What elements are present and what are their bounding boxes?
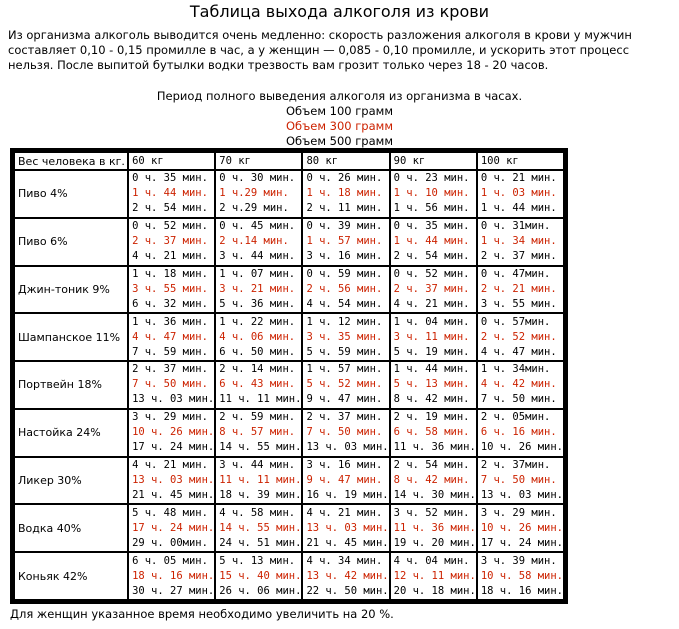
volume-500-label: Объем 500 грамм (285, 134, 394, 148)
table-header-row (15, 153, 563, 169)
time-500g: 2 ч. 54 мин. (393, 250, 470, 263)
time-cell (216, 267, 301, 313)
drink-label: Водка 40% (15, 505, 127, 551)
time-300g: 11 ч. 36 мин. (393, 521, 476, 534)
time-500g: 7 ч. 59 мин. (132, 345, 208, 358)
time-100g: 4 ч. 04 мин. (393, 554, 470, 567)
time-cell (129, 553, 214, 599)
time-500g: 4 ч. 21 мин. (132, 250, 208, 263)
time-cell (129, 458, 214, 504)
time-500g: 18 ч. 39 мин. (219, 488, 302, 501)
time-500g: 7 ч. 50 мин. (480, 393, 557, 406)
table-row (15, 171, 563, 217)
time-500g: 4 ч. 47 мин. (480, 345, 557, 358)
time-300g: 17 ч. 24 мин. (132, 521, 215, 534)
time-cell (216, 219, 301, 265)
time-300g: 8 ч. 57 мин. (219, 426, 296, 439)
time-100g: 5 ч. 48 мин. (132, 506, 208, 519)
time-100g: 4 ч. 58 мин. (219, 506, 296, 519)
time-500g: 8 ч. 42 мин. (393, 393, 470, 406)
time-500g: 3 ч. 44 мин. (219, 250, 296, 263)
time-300g: 4 ч. 42 мин. (480, 378, 557, 391)
time-300g: 1 ч. 03 мин. (480, 187, 557, 200)
time-cell (216, 553, 301, 599)
time-500g: 6 ч. 32 мин. (132, 297, 208, 310)
volume-100-label: Объем 100 грамм (285, 104, 394, 118)
time-100g: 0 ч. 39 мин. (306, 220, 383, 233)
time-300g: 9 ч. 47 мин. (306, 473, 383, 486)
weight-header-60: 60 кг (129, 153, 214, 169)
weight-header-label: Вес человека в кг. (15, 153, 127, 169)
intro-paragraph: Из организма алкоголь выводится очень медленно: скорость разложения алкоголя в крови у мужчин составляет 0,10 - 0,15 промилле в час, а у женщин — 0,085 - 0,10 промилле, и ускорить этот процесс нельзя. После выпитой бутылки водки трезвость вам грозит только через 18 - 20 часов. (8, 28, 632, 72)
time-500g: 26 ч. 06 мин. (219, 584, 302, 597)
time-300g: 18 ч. 16 мин. (132, 569, 215, 582)
time-cell (303, 410, 388, 456)
time-500g: 21 ч. 45 мин. (132, 488, 215, 501)
time-500g: 9 ч. 47 мин. (306, 393, 383, 406)
time-300g: 3 ч. 35 мин. (306, 330, 383, 343)
time-100g: 2 ч. 54 мин. (393, 458, 470, 471)
time-300g: 3 ч. 21 мин. (219, 282, 296, 295)
time-500g: 16 ч. 19 мин. (306, 488, 389, 501)
table-row (15, 410, 563, 456)
time-100g: 2 ч. 19 мин. (393, 411, 470, 424)
time-500g: 14 ч. 55 мин. (219, 441, 302, 454)
time-300g: 1 ч. 18 мин. (306, 187, 383, 200)
time-500g: 14 ч. 30 мин. (393, 488, 476, 501)
drink-label: Портвейн 18% (15, 362, 127, 408)
drink-label: Джин-тоник 9% (15, 267, 127, 313)
time-100g: 3 ч. 39 мин. (480, 554, 557, 567)
time-100g: 3 ч. 44 мин. (219, 458, 296, 471)
time-500g: 5 ч. 36 мин. (219, 297, 296, 310)
alcohol-table-frame (10, 148, 568, 604)
time-cell (129, 362, 214, 408)
time-500g: 2 ч. 54 мин. (132, 202, 208, 215)
time-100g: 1 ч. 44 мин. (393, 363, 470, 376)
time-300g: 1 ч.29 мин. (219, 187, 289, 200)
table-row (15, 267, 563, 313)
table-row (15, 362, 563, 408)
time-cell (216, 505, 301, 551)
time-100g: 4 ч. 21 мин. (306, 506, 383, 519)
drink-label: Настойка 24% (15, 410, 127, 456)
time-cell (303, 362, 388, 408)
time-500g: 13 ч. 03 мин. (132, 393, 215, 406)
time-300g: 10 ч. 26 мин. (480, 521, 563, 534)
time-100g: 3 ч. 52 мин. (393, 506, 470, 519)
volume-300-label: Объем 300 грамм (285, 119, 394, 133)
drink-label: Коньяк 42% (15, 553, 127, 599)
time-300g: 13 ч. 42 мин. (306, 569, 389, 582)
time-100g: 0 ч. 26 мин. (306, 172, 383, 185)
time-cell (391, 410, 476, 456)
drink-label: Пиво 4% (15, 171, 127, 217)
time-500g: 17 ч. 24 мин. (480, 536, 563, 549)
time-100g: 0 ч. 45 мин. (219, 220, 296, 233)
time-300g: 2 ч. 52 мин. (480, 330, 557, 343)
time-500g: 13 ч. 03 мин. (306, 441, 389, 454)
weight-header-80: 80 кг (303, 153, 388, 169)
time-500g: 29 ч. 00мин. (132, 536, 208, 549)
time-300g: 3 ч. 55 мин. (132, 282, 208, 295)
time-cell (391, 553, 476, 599)
time-100g: 0 ч. 52 мин. (132, 220, 208, 233)
time-300g: 7 ч. 50 мин. (132, 378, 208, 391)
time-500g: 10 ч. 26 мин. (480, 441, 563, 454)
time-300g: 14 ч. 55 мин. (219, 521, 302, 534)
time-500g: 4 ч. 21 мин. (393, 297, 470, 310)
time-300g: 7 ч. 50 мин. (306, 426, 383, 439)
time-300g: 1 ч. 57 мин. (306, 235, 383, 248)
time-cell (391, 362, 476, 408)
time-300g: 2 ч. 37 мин. (393, 282, 470, 295)
time-300g: 13 ч. 03 мин. (306, 521, 389, 534)
time-cell (216, 458, 301, 504)
time-300g: 6 ч. 58 мин. (393, 426, 470, 439)
time-500g: 24 ч. 51 мин. (219, 536, 302, 549)
time-500g: 4 ч. 54 мин. (306, 297, 383, 310)
time-500g: 6 ч. 50 мин. (219, 345, 296, 358)
time-100g: 3 ч. 29 мин. (480, 506, 557, 519)
drink-label: Шампанское 11% (15, 314, 127, 360)
weight-header-90: 90 кг (391, 153, 476, 169)
time-500g: 17 ч. 24 мин. (132, 441, 215, 454)
time-500g: 11 ч. 11 мин. (219, 393, 302, 406)
time-500g: 3 ч. 55 мин. (480, 297, 557, 310)
time-100g: 2 ч. 37 мин. (306, 411, 383, 424)
time-cell (478, 219, 563, 265)
time-100g: 2 ч. 59 мин. (219, 411, 296, 424)
time-100g: 2 ч. 37 мин. (132, 363, 208, 376)
table-caption: Период полного выведения алкоголя из организма в часах. (156, 89, 523, 103)
time-300g: 2 ч. 56 мин. (306, 282, 383, 295)
time-cell (129, 314, 214, 360)
time-300g: 12 ч. 11 мин. (393, 569, 476, 582)
time-cell (129, 171, 214, 217)
time-100g: 0 ч. 23 мин. (393, 172, 470, 185)
time-cell (303, 267, 388, 313)
time-cell (216, 362, 301, 408)
table-row (15, 314, 563, 360)
time-cell (391, 267, 476, 313)
time-500g: 2 ч. 37 мин. (480, 250, 557, 263)
time-100g: 1 ч. 04 мин. (393, 315, 470, 328)
time-100g: 5 ч. 13 мин. (219, 554, 296, 567)
time-500g: 20 ч. 18 мин. (393, 584, 476, 597)
time-cell (478, 171, 563, 217)
time-300g: 1 ч. 10 мин. (393, 187, 470, 200)
time-500g: 1 ч. 44 мин. (480, 202, 557, 215)
time-300g: 11 ч. 11 мин. (219, 473, 302, 486)
time-cell (391, 314, 476, 360)
time-100g: 2 ч. 05мин. (480, 411, 551, 424)
time-500g: 19 ч. 20 мин. (393, 536, 476, 549)
time-cell (391, 505, 476, 551)
time-500g: 18 ч. 16 мин. (480, 584, 563, 597)
time-cell (478, 553, 563, 599)
drink-label: Ликер 30% (15, 458, 127, 504)
time-100g: 0 ч. 31мин. (480, 220, 551, 233)
time-300g: 8 ч. 42 мин. (393, 473, 470, 486)
time-cell (391, 219, 476, 265)
table-row (15, 458, 563, 504)
time-100g: 3 ч. 29 мин. (132, 411, 208, 424)
time-500g: 11 ч. 36 мин. (393, 441, 476, 454)
time-100g: 4 ч. 34 мин. (306, 554, 383, 567)
time-300g: 10 ч. 58 мин. (480, 569, 563, 582)
time-100g: 4 ч. 21 мин. (132, 458, 208, 471)
time-300g: 13 ч. 03 мин. (132, 473, 215, 486)
time-300g: 3 ч. 11 мин. (393, 330, 470, 343)
time-cell (216, 171, 301, 217)
time-500g: 1 ч. 56 мин. (393, 202, 470, 215)
time-500g: 3 ч. 16 мин. (306, 250, 383, 263)
time-cell (216, 314, 301, 360)
time-cell (478, 267, 563, 313)
time-100g: 0 ч. 35 мин. (132, 172, 208, 185)
time-300g: 5 ч. 52 мин. (306, 378, 383, 391)
time-500g: 2 ч. 11 мин. (306, 202, 383, 215)
time-cell (303, 553, 388, 599)
time-100g: 0 ч. 57мин. (480, 315, 551, 328)
page-title: Таблица выхода алкоголя из крови (189, 2, 490, 21)
time-cell (216, 410, 301, 456)
time-cell (303, 458, 388, 504)
time-300g: 4 ч. 06 мин. (219, 330, 296, 343)
time-100g: 2 ч. 14 мин. (219, 363, 296, 376)
time-300g: 6 ч. 16 мин. (480, 426, 557, 439)
time-100g: 6 ч. 05 мин. (132, 554, 208, 567)
time-cell (303, 314, 388, 360)
time-300g: 2 ч. 37 мин. (132, 235, 208, 248)
weight-header-100: 100 кг (478, 153, 563, 169)
time-100g: 0 ч. 30 мин. (219, 172, 296, 185)
time-100g: 0 ч. 59 мин. (306, 267, 383, 280)
time-300g: 6 ч. 43 мин. (219, 378, 296, 391)
time-300g: 2 ч. 21 мин. (480, 282, 557, 295)
alcohol-elimination-table (13, 151, 565, 601)
time-300g: 10 ч. 26 мин. (132, 426, 215, 439)
time-100g: 1 ч. 18 мин. (132, 267, 208, 280)
time-100g: 3 ч. 16 мин. (306, 458, 383, 471)
footnote-women: Для женщин указанное время необходимо увеличить на 20 %. (10, 607, 394, 621)
time-100g: 0 ч. 35 мин. (393, 220, 470, 233)
time-100g: 2 ч. 37мин. (480, 458, 551, 471)
time-500g: 21 ч. 45 мин. (306, 536, 389, 549)
time-500g: 5 ч. 19 мин. (393, 345, 470, 358)
time-cell (303, 171, 388, 217)
time-500g: 2 ч.29 мин. (219, 202, 289, 215)
time-300g: 1 ч. 44 мин. (393, 235, 470, 248)
time-cell (391, 458, 476, 504)
time-300g: 1 ч. 34 мин. (480, 235, 557, 248)
time-cell (478, 505, 563, 551)
time-cell (129, 219, 214, 265)
time-cell (478, 362, 563, 408)
time-100g: 1 ч. 22 мин. (219, 315, 296, 328)
time-500g: 13 ч. 03 мин. (480, 488, 563, 501)
table-row (15, 505, 563, 551)
time-500g: 5 ч. 59 мин. (306, 345, 383, 358)
time-300g: 2 ч.14 мин. (219, 235, 289, 248)
weight-header-70: 70 кг (216, 153, 301, 169)
time-300g: 7 ч. 50 мин. (480, 473, 557, 486)
time-100g: 1 ч. 07 мин. (219, 267, 296, 280)
time-100g: 1 ч. 36 мин. (132, 315, 208, 328)
time-300g: 1 ч. 44 мин. (132, 187, 208, 200)
time-cell (478, 410, 563, 456)
time-cell (129, 505, 214, 551)
time-100g: 0 ч. 21 мин. (480, 172, 557, 185)
time-100g: 1 ч. 57 мин. (306, 363, 383, 376)
time-cell (478, 458, 563, 504)
time-cell (129, 267, 214, 313)
drink-label: Пиво 6% (15, 219, 127, 265)
time-100g: 0 ч. 52 мин. (393, 267, 470, 280)
time-cell (391, 171, 476, 217)
time-100g: 0 ч. 47мин. (480, 267, 551, 280)
table-row (15, 553, 563, 599)
time-300g: 15 ч. 40 мин. (219, 569, 302, 582)
table-row (15, 219, 563, 265)
time-300g: 4 ч. 47 мин. (132, 330, 208, 343)
time-cell (478, 314, 563, 360)
time-100g: 1 ч. 12 мин. (306, 315, 383, 328)
time-500g: 22 ч. 50 мин. (306, 584, 389, 597)
time-100g: 1 ч. 34мин. (480, 363, 551, 376)
time-cell (129, 410, 214, 456)
time-500g: 30 ч. 27 мин. (132, 584, 215, 597)
time-cell (303, 505, 388, 551)
time-300g: 5 ч. 13 мин. (393, 378, 470, 391)
time-cell (303, 219, 388, 265)
